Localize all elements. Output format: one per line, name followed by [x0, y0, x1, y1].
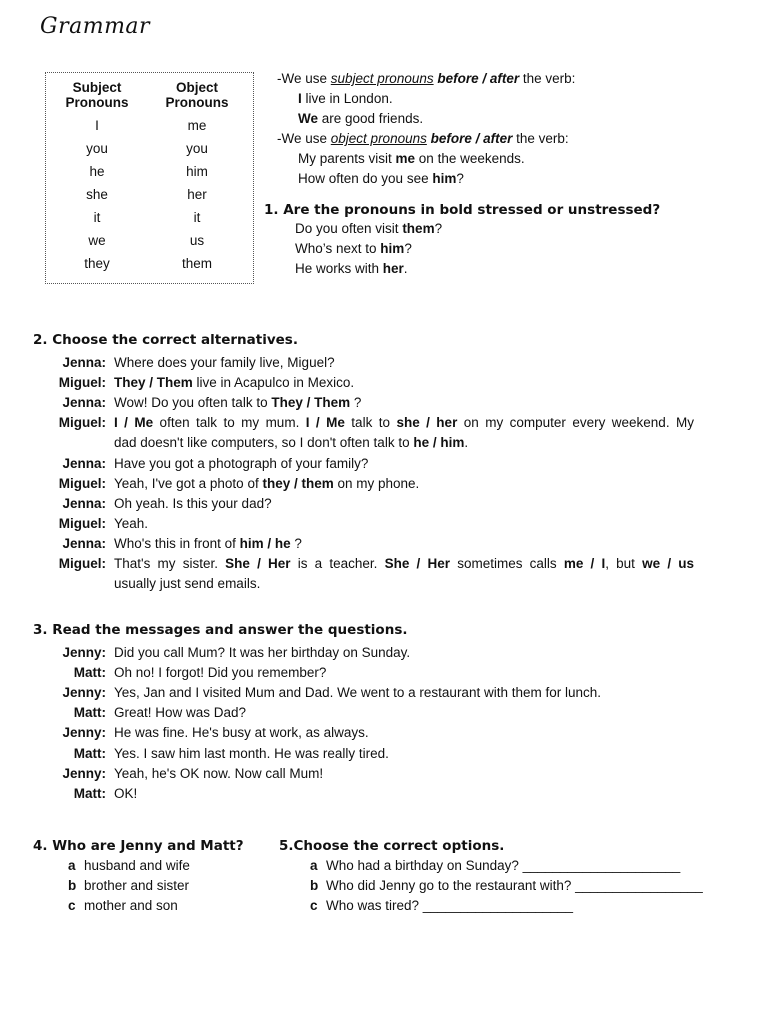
speaker-label: Jenna: — [62, 535, 106, 551]
pronoun-choice: I / Me — [114, 415, 154, 431]
rule-object-example-1: My parents visit me on the weekends. — [298, 151, 525, 166]
message-text: Yes. I saw him last month. He was really tired. — [114, 745, 389, 761]
pronoun-choice: She / Her — [384, 556, 451, 571]
ex1-sentence-2: Who’s next to him? — [295, 241, 412, 256]
subject-pronoun: you — [86, 141, 108, 156]
message-text: Yeah, he's OK now. Now call Mum! — [114, 765, 324, 781]
object-pronoun: it — [193, 210, 201, 225]
object-pronoun: him — [186, 164, 208, 179]
dialogue-text — [114, 516, 148, 531]
option-item — [68, 898, 178, 913]
dialogue-text — [114, 556, 694, 571]
speaker-label: Matt: — [73, 745, 106, 761]
option-letter: a — [68, 858, 76, 873]
speaker-label: Miguel: — [58, 556, 106, 571]
speaker-label: Miguel: — [58, 475, 106, 491]
text-segment: often talk to my mum. — [153, 415, 306, 431]
object-pronoun: her — [187, 187, 207, 202]
text-segment: dad doesn't like computers, so I don't often talk to — [114, 435, 414, 451]
option-text: husband and wife — [84, 858, 190, 873]
speaker-label: Jenny: — [62, 765, 106, 781]
text-segment: . — [464, 435, 469, 451]
option-item — [310, 878, 703, 893]
text-segment: talk to — [344, 415, 397, 431]
speaker-label: Jenna: — [62, 355, 106, 370]
option-letter: b — [310, 878, 319, 893]
option-item — [68, 878, 189, 893]
subject-pronoun: she — [86, 187, 108, 202]
option-item — [310, 898, 573, 913]
text-segment: on my phone. — [333, 475, 420, 491]
speaker-label: Matt: — [73, 785, 106, 801]
subject-pronouns-header: Subject Pronouns — [65, 80, 129, 110]
message-text: Did you call Mum? It was her birthday on Sunday. — [114, 645, 411, 660]
rule-subject-example-1: I live in London. — [298, 91, 393, 106]
text-segment: Yeah. — [114, 515, 149, 531]
option-text: Who did Jenny go to the restaurant with? _________________ — [326, 878, 703, 893]
option-letter: b — [68, 878, 77, 893]
page-title: Grammar — [40, 14, 151, 39]
pronoun-choice: She / Her — [225, 556, 291, 571]
dialogue-text — [114, 435, 468, 450]
message-text: Oh no! I forgot! Did you remember? — [114, 665, 327, 681]
subject-pronoun: I — [95, 118, 99, 133]
subject-pronoun: we — [88, 233, 106, 248]
text-segment: Where does your family live, Miguel? — [114, 355, 335, 370]
subject-pronoun: he — [89, 164, 105, 179]
text-segment: Who's this in front of — [114, 535, 240, 551]
pronoun-choice: he / him — [413, 435, 465, 451]
text-segment: Wow! Do you often talk to — [114, 395, 272, 411]
speaker-label: Jenna: — [62, 395, 106, 411]
option-letter: c — [310, 898, 318, 913]
ex1-sentence-1: Do you often visit them? — [295, 221, 443, 236]
speaker-label: Matt: — [73, 705, 106, 721]
pronoun-choice: him / he — [239, 535, 291, 551]
option-text: mother and son — [84, 898, 178, 913]
message-text: He was fine. He's busy at work, as always. — [114, 725, 369, 741]
text-segment: on my computer every weekend. My — [457, 415, 694, 431]
message-text: OK! — [114, 785, 138, 801]
dialogue-text — [114, 415, 694, 430]
dialogue-text — [114, 456, 368, 471]
ex1-sentence-3: He works with her. — [295, 261, 408, 276]
text-segment: ? — [290, 535, 302, 551]
exercise-2-heading: 2. Choose the correct alternatives. — [33, 332, 298, 348]
message-text: Yes, Jan and I visited Mum and Dad. We went to a restaurant with them for lunch. — [114, 685, 602, 701]
text-segment: live in Acapulco in Mexico. — [192, 375, 355, 391]
pronoun-choice: I / Me — [305, 415, 345, 431]
text-segment: ? — [350, 395, 362, 411]
speaker-label: Jenna: — [62, 455, 106, 471]
text-segment: is a teacher. — [290, 556, 385, 571]
object-pronouns-header: Object Pronouns — [165, 80, 229, 110]
dialogue-text — [114, 355, 335, 370]
exercise-3-heading: 3. Read the messages and answer the questions. — [33, 622, 408, 638]
pronoun-choice: me / I — [563, 556, 606, 571]
option-text: Who was tired? ____________________ — [326, 898, 573, 913]
pronoun-choice: we / us — [642, 556, 695, 571]
subject-pronoun: it — [93, 210, 101, 225]
text-segment: Oh yeah. Is this your dad? — [114, 495, 272, 511]
pronoun-table — [45, 72, 254, 284]
dialogue-text — [114, 576, 260, 591]
exercise-1-heading: 1. Are the pronouns in bold stressed or unstressed? — [264, 202, 661, 218]
dialogue-text — [114, 395, 361, 410]
object-pronoun: you — [186, 141, 208, 156]
speaker-label: Miguel: — [58, 375, 106, 391]
speaker-label: Matt: — [73, 665, 106, 681]
dialogue-text — [114, 536, 302, 551]
text-segment: , but — [605, 556, 643, 571]
pronoun-choice: she / her — [396, 415, 458, 431]
option-text: brother and sister — [84, 878, 190, 893]
speaker-label: Jenny: — [62, 685, 106, 701]
dialogue-text — [114, 375, 354, 390]
rule-object-example-2: How often do you see him? — [298, 171, 464, 186]
rule-object: -We use object pronouns before / after the verb: — [277, 131, 569, 146]
subject-pronoun: they — [84, 256, 110, 271]
object-pronoun: us — [189, 233, 205, 248]
speaker-label: Jenna: — [62, 495, 106, 511]
option-item — [310, 858, 680, 873]
pronoun-choice: They / Them — [271, 395, 351, 411]
pronoun-choice: They / Them — [114, 375, 193, 391]
text-segment: Yeah, I've got a photo of — [114, 475, 263, 491]
speaker-label: Miguel: — [58, 415, 106, 431]
option-letter: c — [68, 898, 76, 913]
dialogue-text — [114, 476, 419, 491]
pronoun-choice: they / them — [262, 475, 334, 491]
object-pronoun: them — [181, 256, 212, 271]
rule-subject-example-2: We are good friends. — [298, 111, 424, 126]
exercise-5-heading: 5.Choose the correct options. — [279, 838, 505, 854]
text-segment: sometimes calls — [450, 556, 564, 571]
object-pronoun: me — [187, 118, 207, 133]
text-segment: Have you got a photograph of your family? — [114, 455, 369, 471]
exercise-4-heading: 4. Who are Jenny and Matt? — [33, 838, 244, 854]
speaker-label: Jenny: — [62, 645, 106, 660]
speaker-label: Miguel: — [58, 515, 106, 531]
speaker-label: Jenny: — [62, 725, 106, 741]
option-letter: a — [310, 858, 318, 873]
option-text: Who had a birthday on Sunday? _____________________ — [326, 858, 681, 873]
option-item — [68, 858, 190, 873]
text-segment: usually just send emails. — [114, 576, 261, 592]
message-text: Great! How was Dad? — [114, 705, 247, 721]
rule-subject: -We use subject pronouns before / after the verb: — [277, 71, 576, 86]
dialogue-text — [114, 496, 272, 511]
text-segment: That's my sister. — [114, 556, 226, 571]
